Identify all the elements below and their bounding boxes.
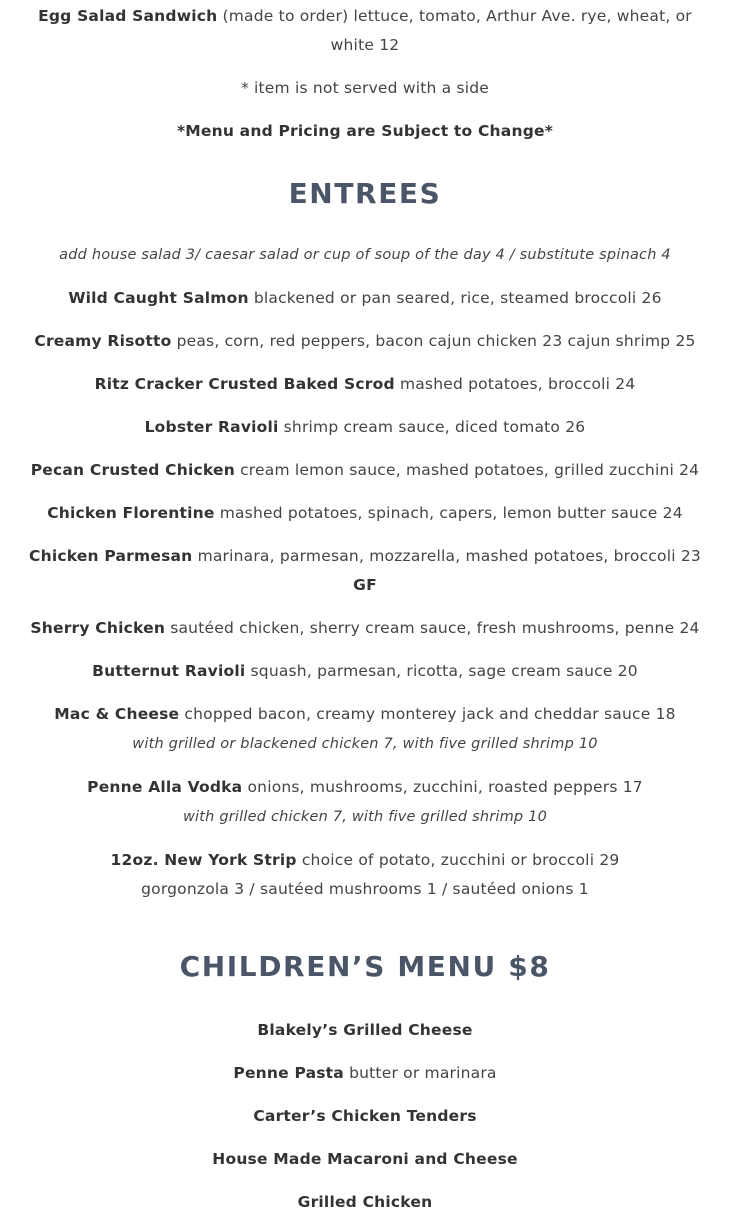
menu-item-scrod (0, 370, 730, 399)
item-name: Blakely’s Grilled Cheese (257, 1021, 473, 1039)
item-extra: with grilled or blackened chicken 7, with five grilled shrimp 10 (132, 736, 598, 752)
item-name: Grilled Chicken (297, 1193, 433, 1211)
item-name: Penne Pasta (233, 1064, 344, 1082)
item-name: Mac & Cheese (54, 705, 180, 723)
menu-item-penne-vodka (0, 773, 730, 832)
item-name: Ritz Cracker Crusted Baked Scrod (94, 375, 395, 393)
item-description: blackened or pan seared, rice, steamed broccoli 26 (253, 289, 662, 307)
item-name: Wild Caught Salmon (68, 289, 249, 307)
item-description: mashed potatoes, spinach, capers, lemon butter sauce 24 (219, 504, 683, 522)
kids-item-chicken-tenders (0, 1102, 730, 1131)
item-description: cream lemon sauce, mashed potatoes, grilled zucchini 24 (240, 461, 700, 479)
item-name: Lobster Ravioli (144, 418, 279, 436)
item-name: 12oz. New York Strip (110, 851, 297, 869)
item-name: Egg Salad Sandwich (38, 7, 218, 25)
item-description: choice of potato, zucchini or broccoli 29 (301, 851, 620, 869)
menu-item-sherry-chicken (0, 614, 730, 643)
entrees-addon-note: add house salad 3/ caesar salad or cup of soup of the day 4 / substitute spinach 4 (59, 247, 671, 263)
kids-item-grilled-cheese (0, 1016, 730, 1045)
item-name: Sherry Chicken (30, 619, 166, 637)
menu-page (0, 2, 730, 1217)
item-description: sautéed chicken, sherry cream sauce, fresh mushrooms, penne 24 (170, 619, 700, 637)
item-name: Creamy Risotto (34, 332, 172, 350)
item-name: House Made Macaroni and Cheese (212, 1150, 518, 1168)
menu-item-risotto (0, 327, 730, 356)
item-description: squash, parmesan, ricotta, sage cream sauce 20 (250, 662, 638, 680)
menu-item-salmon (0, 284, 730, 313)
item-description: mashed potatoes, broccoli 24 (399, 375, 636, 393)
menu-item-mac-and-cheese (0, 700, 730, 759)
gluten-free-tag: GF (353, 576, 377, 594)
item-name: Butternut Ravioli (92, 662, 246, 680)
item-description: butter or marinara (349, 1064, 497, 1082)
item-description: marinara, parmesan, mozzarella, mashed potatoes, broccoli 23 (197, 547, 701, 565)
side-note: * item is not served with a side (240, 79, 490, 97)
item-name: Carter’s Chicken Tenders (253, 1107, 477, 1125)
pricing-note-text: *Menu and Pricing are Subject to Change* (176, 122, 554, 140)
item-description: chopped bacon, creamy monterey jack and cheddar sauce 18 (184, 705, 676, 723)
item-extra: gorgonzola 3 / sautéed mushrooms 1 / sautéed onions 1 (141, 880, 589, 898)
item-name: Chicken Florentine (47, 504, 215, 522)
kids-item-grilled-chicken (0, 1188, 730, 1217)
entrees-heading: ENTREES (288, 177, 442, 210)
kids-item-penne-pasta (0, 1059, 730, 1088)
menu-item-egg-salad (0, 2, 730, 60)
item-name: Pecan Crusted Chicken (30, 461, 235, 479)
item-description: peas, corn, red peppers, bacon cajun chicken 23 cajun shrimp 25 (176, 332, 696, 350)
menu-item-butternut-ravioli (0, 657, 730, 686)
item-extra: with grilled chicken 7, with five grilled shrimp 10 (182, 809, 547, 825)
item-name: Chicken Parmesan (29, 547, 193, 565)
kids-item-mac-and-cheese (0, 1145, 730, 1174)
menu-item-chicken-parmesan (0, 542, 730, 600)
item-description: shrimp cream sauce, diced tomato 26 (283, 418, 586, 436)
pricing-note (0, 117, 730, 146)
item-description: (made to order) lettuce, tomato, Arthur Ave. rye, wheat, or white 12 (222, 7, 692, 54)
menu-item-chicken-florentine (0, 499, 730, 528)
menu-item-lobster-ravioli (0, 413, 730, 442)
menu-item-pecan-chicken (0, 456, 730, 485)
item-description: onions, mushrooms, zucchini, roasted peppers 17 (247, 778, 643, 796)
item-name: Penne Alla Vodka (87, 778, 243, 796)
menu-item-ny-strip (0, 846, 730, 904)
childrens-menu-heading: CHILDREN’S MENU $8 (179, 950, 551, 983)
